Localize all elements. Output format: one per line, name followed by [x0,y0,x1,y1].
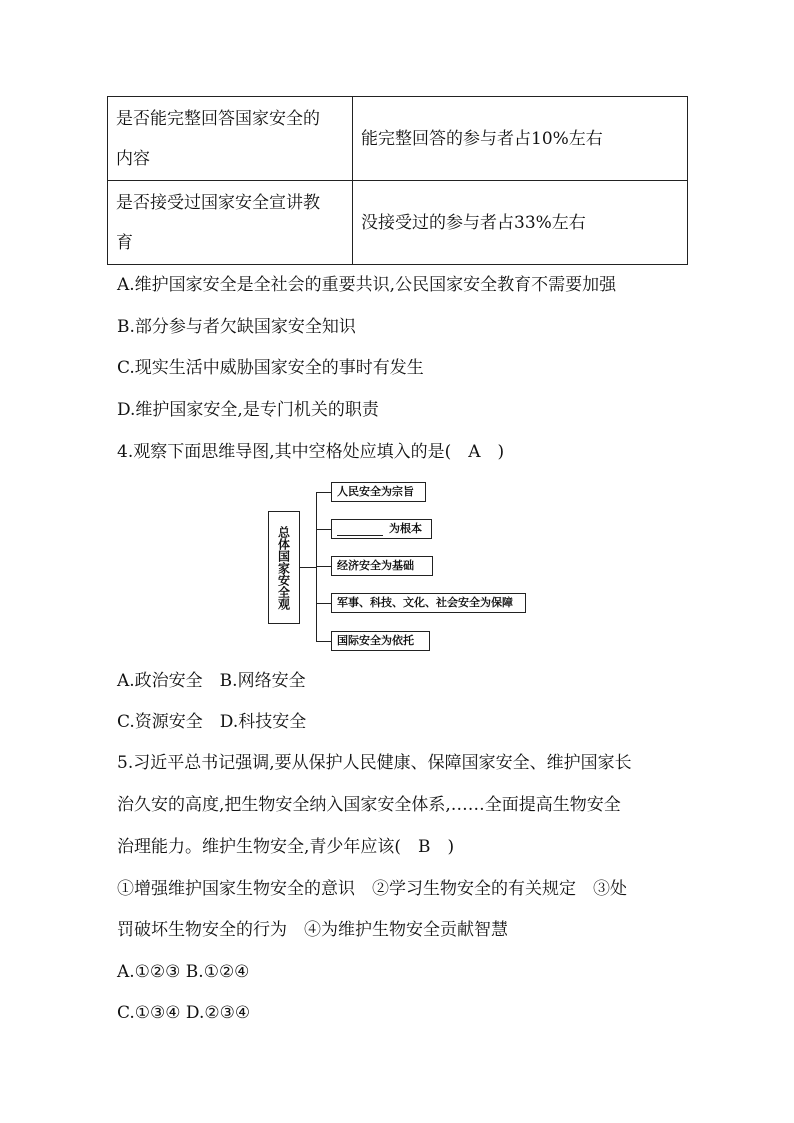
branch-label: 军事、科技、文化、社会安全为保障 [337,596,513,609]
branch-label: 国际安全为依托 [337,634,414,647]
q5-items-line: ①增强维护国家生物安全的意识 ②学习生物安全的有关规定 ③处 [117,879,627,899]
branch-label: 经济安全为基础 [337,559,414,572]
mind-map-branch [331,556,433,576]
q5-items-line: 罚破坏生物安全的行为 ④为维护生物安全贡献智慧 [117,920,508,940]
answer-blank [337,523,383,536]
survey-table [107,96,688,265]
mind-map-branch-blank [331,519,432,539]
q3-option-b: B.部分参与者欠缺国家安全知识 [117,317,356,337]
q5-stem-line: 治久安的高度,把生物安全纳入国家安全体系,……全面提高生物安全 [117,795,621,815]
table-cell-answer: 能完整回答的参与者占10%左右 [353,97,688,181]
question-line: 是否能完整回答国家安全的 [116,108,320,129]
q5-options-line: A.①②③ B.①②④ [117,962,250,982]
branch-label: 为根本 [389,522,422,535]
mind-map-center-label: 总体国家安全观 [276,525,291,610]
q5-options-line: C.①③④ D.②③④ [117,1003,251,1023]
question-line: 内容 [116,148,150,169]
q5-stem-line: 5.习近平总书记强调,要从保护人民健康、保障国家安全、维护国家长 [117,753,632,773]
q3-option-d: D.维护国家安全,是专门机关的职责 [117,400,379,420]
connector-line [316,492,331,493]
table-cell-answer: 没接受过的参与者占33%左右 [353,181,688,265]
connector-line [316,566,331,567]
connector-line [316,603,331,604]
mind-map-branch [331,482,426,502]
q4-options-line: C.资源安全 D.科技安全 [117,712,307,732]
q3-option-c: C.现实生活中威胁国家安全的事时有发生 [117,358,424,378]
connector-line [316,529,331,530]
q4-options-line: A.政治安全 B.网络安全 [117,671,306,691]
connector-line [300,567,316,568]
mind-map-center [268,511,300,624]
mind-map-branch [331,593,526,613]
mind-map-branch [331,631,430,651]
q4-stem: 4.观察下面思维导图,其中空格处应填入的是( A ) [117,442,505,462]
table-cell-question [108,97,353,181]
q3-option-a: A.维护国家安全是全社会的重要共识,公民国家安全教育不需要加强 [117,275,617,295]
question-line: 育 [116,232,133,253]
connector-line [316,641,331,642]
q5-stem-line: 治理能力。维护生物安全,青少年应该( B ) [117,837,455,857]
table-row [108,97,688,181]
table-row [108,181,688,265]
question-line: 是否接受过国家安全宣讲教 [116,192,320,213]
branch-label: 人民安全为宗旨 [337,485,414,498]
table-cell-question [108,181,353,265]
